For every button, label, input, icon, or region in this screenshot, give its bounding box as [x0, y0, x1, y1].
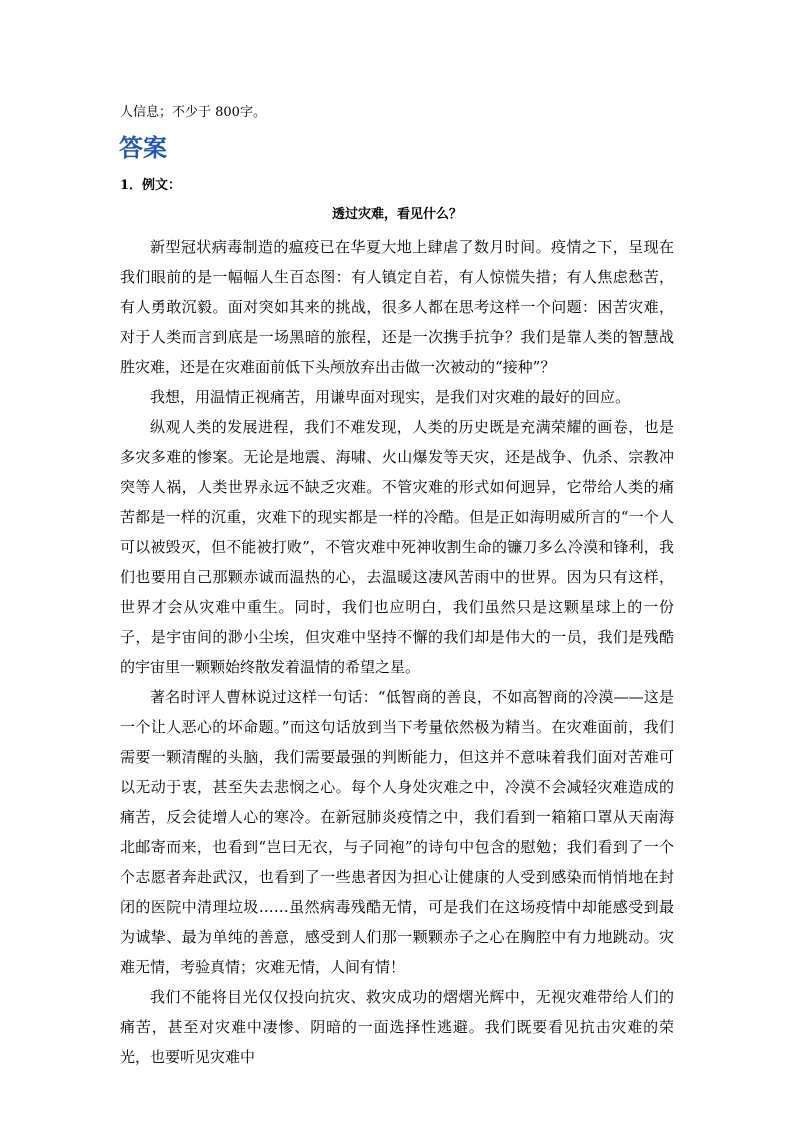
paragraph: 我们不能将目光仅仅投向抗灾、救灾成功的熠熠光辉中，无视灾难带给人们的痛苦，甚至对灾难中凄惨、阴暗的一面选择性逃避。我们既要看见抗击灾难的荣光，也要听见灾难中 — [120, 988, 674, 1066]
answer-heading: 答案 — [119, 134, 167, 162]
paragraph: 我想，用温情正视痛苦，用谦卑面对现实，是我们对灾难的最好的回应。 — [150, 388, 631, 406]
paragraph: 著名时评人曹林说过这样一句话：“低智商的善良，不如高智商的冷漠——这是一个让人恶心的坏命题。”而这句话放到当下考量依然极为精当。在灾难面前，我们需要一颗清醒的头脑，我们需要最强的判断能力，但这并不意味着我们面对苦难可以无动于衷，甚至失去悲悯之心。每个人身处灾难之中，冷漠不会减轻灾难造成的痛苦，反会徒增人心的寒冷。在新冠肺炎疫情之中，我们看到一箱箱口罩从天南海北邮寄而来，也看到“岂曰无衣，与子同袍”的诗句中包含的慰勉；我们看到了一个个志愿者奔赴武汉，也看到了一些患者因为担心让健康的人受到感染而悄悄地在封闭的医院中清理垃圾……虽然病毒残酷无情，可是我们在这场疫情中却能感受到最为诚挚、最为单纯的善意，感受到人们那一颗颗赤子之心在胸腔中有力地跳动。灾难无情，考验真情；灾难无情，人间有情！ — [120, 688, 674, 976]
paragraph: 纵观人类的发展进程，我们不难发现，人类的历史既是充满荣耀的画卷，也是多灾多难的惨案。无论是地震、海啸、火山爆发等天灾，还是战争、仇杀、宗教冲突等人祸，人类世界永远不缺乏灾难。不管灾难的形式如何迥异，它带给人类的痛苦都是一样的沉重，灾难下的现实都是一样的冷酷。但是正如海明威所言的“一个人可以被毁灭，但不能被打败”，不管灾难中死神收割生命的镰刀多么冷漠和锋利，我们也要用自己那颗赤诚而温热的心，去温暖这凄风苦雨中的世界。因为只有这样，世界才会从灾难中重生。同时，我们也应明白，我们虽然只是这颗星球上的一份子，是宇宙间的渺小尘埃，但灾难中坚持不懈的我们却是伟大的一员，我们是残酷的宇宙里一颗颗始终散发着温情的希望之星。 — [120, 418, 674, 676]
essay-body — [120, 232, 674, 1072]
previous-question-tail: 人信息；不少于 800字。 — [120, 105, 266, 120]
essay-title: 透过灾难，看见什么？ — [331, 207, 462, 222]
answer-item-label: 1．例文： — [120, 178, 182, 193]
paragraph: 新型冠状病毒制造的瘟疫已在华夏大地上肆虐了数月时间。疫情之下，呈现在我们眼前的是一幅幅人生百态图：有人镇定自若，有人惊慌失措；有人焦虑愁苦，有人勇敢沉毅。面对突如其来的挑战，很多人都在思考这样一个问题：困苦灾难，对于人类而言到底是一场黑暗的旅程，还是一次携手抗争？我们是靠人类的智慧战胜灾难，还是在灾难面前低下头颅放弃出击做一次被动的“接种”？ — [120, 238, 674, 376]
